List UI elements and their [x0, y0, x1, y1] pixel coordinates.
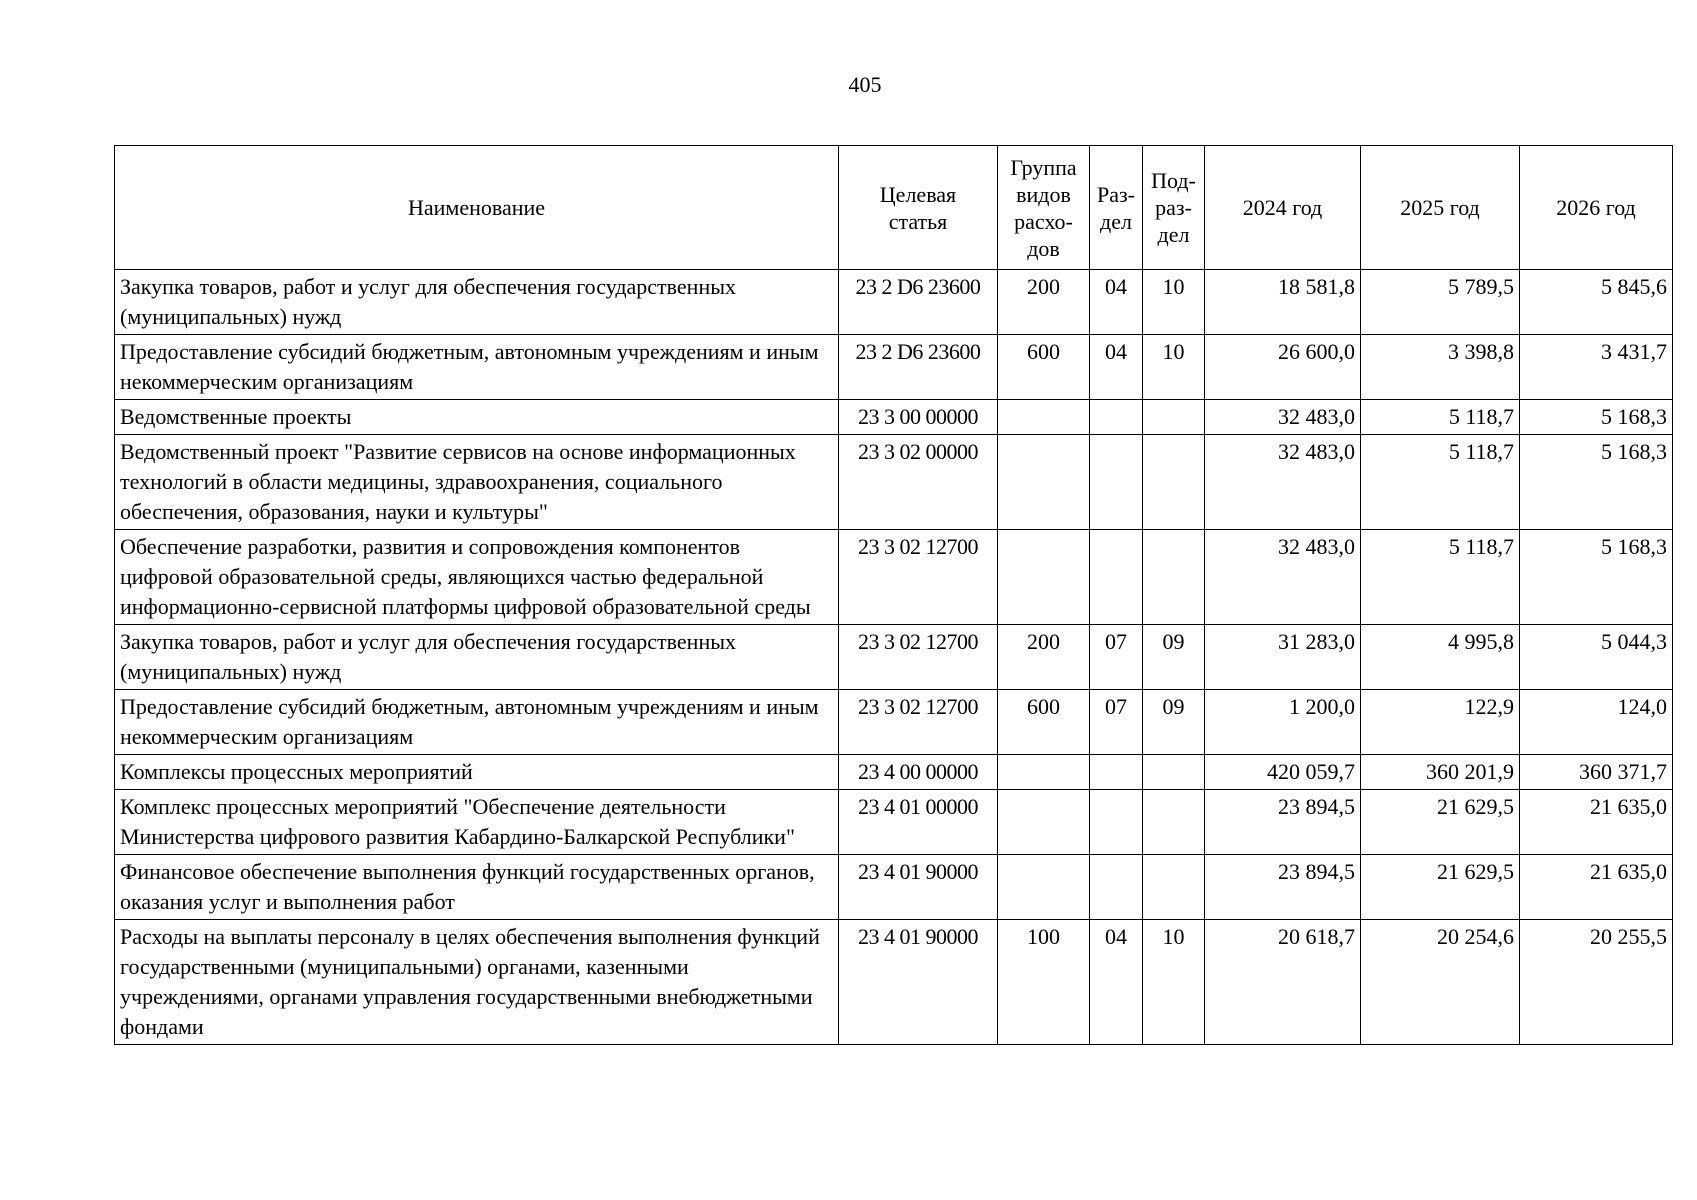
row-2025-value: 3 398,8 [1361, 335, 1520, 400]
header-subsection [1143, 146, 1205, 270]
row-2025-value: 5 118,7 [1361, 400, 1520, 435]
row-name-cell: Комплексы процессных мероприятий [115, 755, 839, 790]
table-row [115, 335, 1673, 400]
row-target-article-cell: 23 2 D6 23600 [839, 270, 998, 335]
row-subsection-cell: 09 [1143, 625, 1205, 690]
row-target-article-cell: 23 2 D6 23600 [839, 335, 998, 400]
row-2026-value: 360 371,7 [1520, 755, 1673, 790]
row-target-article-cell: 23 3 00 00000 [839, 400, 998, 435]
table-row [115, 400, 1673, 435]
row-target-article-cell: 23 4 00 00000 [839, 755, 998, 790]
header-expense-group-line: Группа [1010, 154, 1077, 180]
row-expense-group-cell [998, 790, 1090, 855]
table-row [115, 755, 1673, 790]
row-subsection-cell [1143, 755, 1205, 790]
row-2024-value: 32 483,0 [1205, 435, 1361, 530]
row-name-cell: Ведомственные проекты [115, 400, 839, 435]
row-2026-value: 21 635,0 [1520, 790, 1673, 855]
row-target-article-cell: 23 4 01 90000 [839, 855, 998, 920]
row-section-cell [1090, 400, 1143, 435]
row-section-cell: 07 [1090, 690, 1143, 755]
row-expense-group-cell: 200 [998, 270, 1090, 335]
header-2026: 2026 год [1520, 146, 1673, 270]
row-2024-value: 23 894,5 [1205, 790, 1361, 855]
row-subsection-cell [1143, 855, 1205, 920]
header-expense-group [998, 146, 1090, 270]
row-2024-value: 420 059,7 [1205, 755, 1361, 790]
row-subsection-cell: 10 [1143, 920, 1205, 1045]
row-section-cell [1090, 755, 1143, 790]
row-2025-value: 360 201,9 [1361, 755, 1520, 790]
row-2025-value: 4 995,8 [1361, 625, 1520, 690]
header-name: Наименование [115, 146, 839, 270]
row-subsection-cell: 10 [1143, 270, 1205, 335]
header-section [1090, 146, 1143, 270]
row-section-cell: 04 [1090, 270, 1143, 335]
row-expense-group-cell [998, 755, 1090, 790]
row-expense-group-cell [998, 855, 1090, 920]
row-2025-value: 20 254,6 [1361, 920, 1520, 1045]
row-expense-group-cell: 100 [998, 920, 1090, 1045]
row-2026-value: 20 255,5 [1520, 920, 1673, 1045]
row-section-cell: 07 [1090, 625, 1143, 690]
row-2026-value: 5 044,3 [1520, 625, 1673, 690]
row-expense-group-cell: 600 [998, 335, 1090, 400]
row-2026-value: 5 168,3 [1520, 400, 1673, 435]
header-subsection-line: раз- [1155, 195, 1192, 220]
row-2026-value: 5 845,6 [1520, 270, 1673, 335]
row-target-article-cell: 23 3 02 12700 [839, 530, 998, 625]
row-expense-group-cell [998, 435, 1090, 530]
row-2026-value: 5 168,3 [1520, 435, 1673, 530]
row-section-cell: 04 [1090, 920, 1143, 1045]
row-expense-group-cell [998, 400, 1090, 435]
row-target-article-cell: 23 3 02 12700 [839, 690, 998, 755]
row-name-cell: Комплекс процессных мероприятий "Обеспечение деятельности Министерства цифрового развития Кабардино-Балкарской Республики" [115, 790, 839, 855]
table-row [115, 855, 1673, 920]
row-section-cell [1090, 435, 1143, 530]
table-row [115, 435, 1673, 530]
row-2024-value: 1 200,0 [1205, 690, 1361, 755]
row-2025-value: 21 629,5 [1361, 855, 1520, 920]
row-2024-value: 23 894,5 [1205, 855, 1361, 920]
table-row [115, 920, 1673, 1045]
header-expense-group-line: расхо- [1014, 208, 1073, 234]
row-name-cell: Финансовое обеспечение выполнения функций государственных органов, оказания услуг и выполнения работ [115, 855, 839, 920]
table-row [115, 690, 1673, 755]
row-2024-value: 32 483,0 [1205, 530, 1361, 625]
row-expense-group-cell: 200 [998, 625, 1090, 690]
row-subsection-cell [1143, 530, 1205, 625]
header-target-article-line: статья [888, 208, 948, 234]
row-target-article-cell: 23 3 02 12700 [839, 625, 998, 690]
row-name-cell: Предоставление субсидий бюджетным, автономным учреждениям и иным некоммерческим организациям [115, 335, 839, 400]
row-section-cell [1090, 530, 1143, 625]
row-subsection-cell: 10 [1143, 335, 1205, 400]
row-name-cell: Обеспечение разработки, развития и сопровождения компонентов цифровой образовательной среды, являющихся частью федеральной информационно-сервисной платформы цифровой образовательной среды [115, 530, 839, 625]
row-target-article-cell: 23 4 01 90000 [839, 920, 998, 1045]
header-section-line: Раз- [1096, 181, 1136, 207]
row-2024-value: 32 483,0 [1205, 400, 1361, 435]
row-2025-value: 5 789,5 [1361, 270, 1520, 335]
row-section-cell: 04 [1090, 335, 1143, 400]
row-name-cell: Ведомственный проект "Развитие сервисов на основе информационных технологий в области медицины, здравоохранения, социального обеспечения, образования, науки и культуры" [115, 435, 839, 530]
row-2025-value: 122,9 [1361, 690, 1520, 755]
header-2024: 2024 год [1205, 146, 1361, 270]
header-expense-group-line: дов [1027, 235, 1060, 261]
row-2024-value: 18 581,8 [1205, 270, 1361, 335]
header-target-article-line: Целевая [879, 181, 957, 207]
table-row [115, 530, 1673, 625]
row-section-cell [1090, 855, 1143, 920]
row-2024-value: 20 618,7 [1205, 920, 1361, 1045]
row-2025-value: 5 118,7 [1361, 435, 1520, 530]
header-2025: 2025 год [1361, 146, 1520, 270]
row-section-cell [1090, 790, 1143, 855]
row-2024-value: 26 600,0 [1205, 335, 1361, 400]
header-expense-group-line: видов [1016, 181, 1071, 207]
row-2025-value: 21 629,5 [1361, 790, 1520, 855]
row-expense-group-cell [998, 530, 1090, 625]
header-target-article [839, 146, 998, 270]
header-subsection-line: Под- [1151, 168, 1196, 193]
row-subsection-cell [1143, 435, 1205, 530]
row-2026-value: 3 431,7 [1520, 335, 1673, 400]
table-body [115, 270, 1673, 1045]
header-section-line: дел [1100, 208, 1132, 234]
row-subsection-cell [1143, 790, 1205, 855]
row-target-article-cell: 23 4 01 00000 [839, 790, 998, 855]
row-subsection-cell [1143, 400, 1205, 435]
row-2025-value: 5 118,7 [1361, 530, 1520, 625]
table-row [115, 270, 1673, 335]
budget-table [114, 145, 1673, 1045]
row-2026-value: 124,0 [1520, 690, 1673, 755]
row-expense-group-cell: 600 [998, 690, 1090, 755]
table-header-row [115, 146, 1673, 270]
row-2024-value: 31 283,0 [1205, 625, 1361, 690]
header-subsection-line: дел [1157, 222, 1190, 247]
table-row [115, 790, 1673, 855]
row-name-cell: Закупка товаров, работ и услуг для обеспечения государственных (муниципальных) нужд [115, 270, 839, 335]
row-2026-value: 5 168,3 [1520, 530, 1673, 625]
row-name-cell: Закупка товаров, работ и услуг для обеспечения государственных (муниципальных) нужд [115, 625, 839, 690]
row-2026-value: 21 635,0 [1520, 855, 1673, 920]
row-target-article-cell: 23 3 02 00000 [839, 435, 998, 530]
page-number: 405 [848, 72, 882, 97]
row-name-cell: Расходы на выплаты персоналу в целях обеспечения выполнения функций государственными (муниципальными) органами, казенными учреждениями, органами управления государственными внебюджетными фондами [115, 920, 839, 1045]
table-row [115, 625, 1673, 690]
row-subsection-cell: 09 [1143, 690, 1205, 755]
row-name-cell: Предоставление субсидий бюджетным, автономным учреждениям и иным некоммерческим организациям [115, 690, 839, 755]
